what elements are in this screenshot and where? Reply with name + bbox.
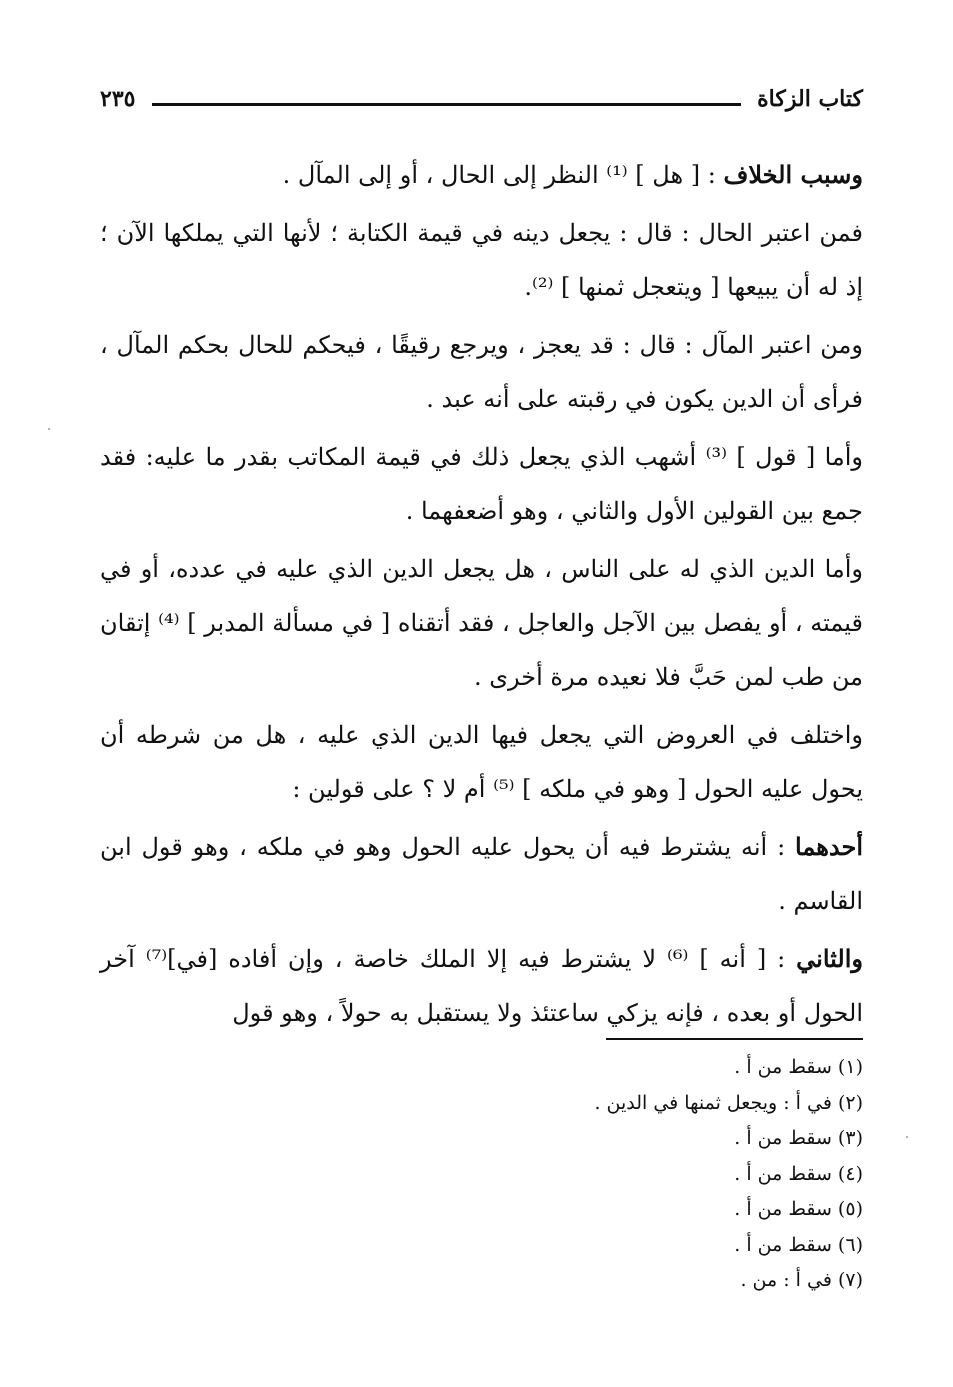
footnote: (٧) في أ : من . bbox=[740, 1269, 863, 1291]
footnote: (٢) في أ : ويجعل ثمنها في الدين . bbox=[594, 1091, 863, 1114]
footnote: (٤) سقط من أ . bbox=[734, 1162, 863, 1185]
chapter-title: كتاب الزكاة bbox=[757, 86, 863, 112]
paragraph bbox=[100, 148, 863, 202]
page-number: ٢٣٥ bbox=[100, 86, 136, 112]
footnote: (١) سقط من أ . bbox=[734, 1056, 863, 1078]
paragraph-text: وأما الدين الذي له على الناس ، هل يجعل الدين الذي عليه في عدده، أو في قيمته ، أو يفصل بين الآجل والعاجل ، فقد أتقناه [ في مسألة المدبر ] ⁽⁴⁾ إتقان من طب لمن حَبَّ فلا نعيده مرة أخرى . bbox=[100, 555, 864, 691]
paragraph bbox=[100, 318, 863, 426]
paragraph-text: : [ أنه ] ⁽⁶⁾ لا يشترط فيه إلا الملك خاصة ، وإن أفاده [في]⁽⁷⁾ آخر الحول أو بعده ، فإنه يزكي ساعتئذ ولا يستقبل به حولاً ، وهو قول bbox=[100, 945, 863, 1027]
paragraph bbox=[100, 206, 863, 314]
main-text bbox=[100, 148, 863, 1044]
header-rule bbox=[152, 103, 741, 106]
paragraph-text: : أنه يشترط فيه أن يحول عليه الحول وهو في ملكه ، وهو قول ابن القاسم . bbox=[100, 833, 863, 915]
running-header bbox=[100, 86, 863, 122]
footnote: (٦) سقط من أ . bbox=[734, 1233, 863, 1256]
paragraph-lead: وسبب الخلاف bbox=[723, 160, 863, 189]
paragraph-lead: أحدهما bbox=[795, 832, 863, 861]
footnote: (٣) سقط من أ . bbox=[734, 1127, 863, 1149]
paragraph-text: فمن اعتبر الحال : قال : يجعل دينه في قيمة الكتابة ؛ لأنها التي يملكها الآن ؛ إذ له أن يبيعها [ ويتعجل ثمنها ] ⁽²⁾. bbox=[100, 219, 863, 301]
scan-speck bbox=[48, 428, 50, 430]
footnote: (٥) سقط من أ . bbox=[734, 1198, 863, 1220]
paragraph bbox=[100, 708, 863, 816]
paragraph bbox=[100, 932, 863, 1040]
paragraph-text: وأما [ قول ] ⁽³⁾ أشهب الذي يجعل ذلك في قيمة المكاتب بقدر ما عليه: فقد جمع بين القولين الأول والثاني ، وهو أضعفهما . bbox=[100, 443, 863, 525]
paragraph-text: ومن اعتبر المآل : قال : قد يعجز ، ويرجع رقيقًا ، فيحكم للحال بحكم المآل ، فرأى أن الدين يكون في رقبته على أنه عبد . bbox=[100, 331, 863, 413]
footnotes bbox=[303, 1050, 863, 1299]
paragraph-lead: والثاني bbox=[796, 944, 863, 973]
paragraph bbox=[100, 542, 863, 704]
paragraph bbox=[100, 430, 863, 538]
paragraph-text: واختلف في العروض التي يجعل فيها الدين الذي عليه ، هل من شرطه أن يحول عليه الحول [ وهو في ملكه ] ⁽⁵⁾ أم لا ؟ على قولين : bbox=[100, 721, 863, 803]
footnote-separator bbox=[606, 1038, 863, 1040]
scan-speck bbox=[906, 1136, 908, 1138]
paragraph bbox=[100, 820, 863, 928]
paragraph-text: : [ هل ] ⁽¹⁾ النظر إلى الحال ، أو إلى المآل . bbox=[282, 161, 724, 189]
